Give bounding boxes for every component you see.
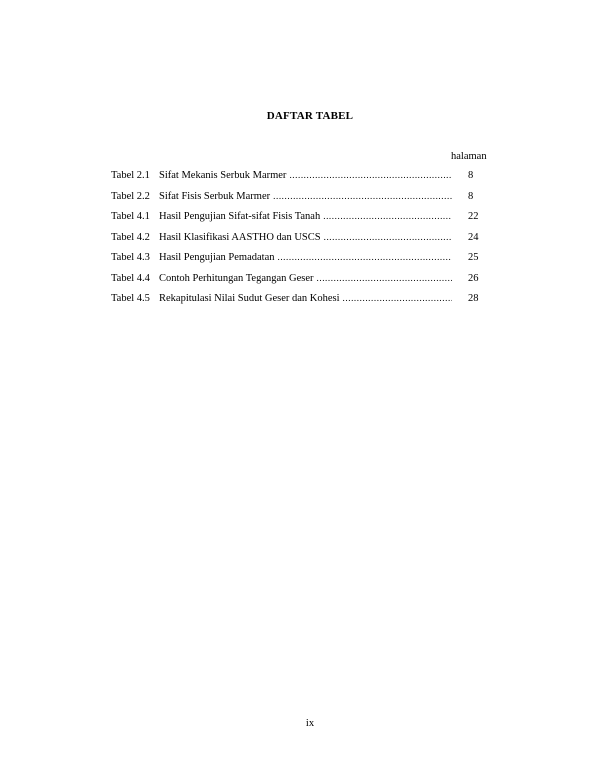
entry-page: 25 — [468, 252, 479, 263]
entry-title: Contoh Perhitungan Tegangan Geser — [159, 272, 314, 284]
entry-page: 8 — [468, 170, 474, 181]
entry-number: Tabel 4.4 — [111, 272, 150, 284]
page-column-label: halaman — [451, 151, 487, 162]
dot-leader — [323, 211, 452, 221]
list-item[interactable] — [111, 293, 486, 314]
list-item[interactable] — [111, 170, 486, 191]
entry-number: Tabel 4.5 — [111, 293, 150, 304]
dot-leader — [273, 191, 452, 201]
entry-number: Tabel 2.1 — [111, 170, 150, 181]
entry-number: Tabel 4.3 — [111, 252, 150, 263]
entry-title: Hasil Pengujian Pemadatan — [159, 252, 275, 263]
dot-leader — [324, 232, 452, 242]
entry-number: Tabel 4.2 — [111, 231, 150, 243]
list-item[interactable] — [111, 273, 486, 294]
list-item[interactable] — [111, 191, 486, 212]
dot-leader — [317, 273, 453, 283]
dot-leader — [277, 252, 452, 262]
entry-title: Sifat Fisis Serbuk Marmer — [159, 190, 271, 202]
page-title: DAFTAR TABEL — [266, 110, 354, 122]
page-number: ix — [305, 718, 315, 729]
entry-title: Sifat Mekanis Serbuk Marmer — [159, 170, 287, 181]
entry-page: 26 — [468, 272, 479, 284]
list-item[interactable] — [111, 252, 486, 273]
dot-leader — [289, 170, 452, 180]
dot-leader — [343, 293, 452, 303]
entry-title: Rekapitulasi Nilai Sudut Geser dan Kohesi — [159, 293, 340, 304]
list-item[interactable] — [111, 232, 486, 253]
entry-title: Hasil Klasifikasi AASTHO dan USCS — [159, 231, 321, 243]
entry-number: Tabel 2.2 — [111, 190, 150, 202]
entry-page: 22 — [468, 211, 479, 222]
entry-page: 24 — [468, 231, 479, 243]
entry-page: 28 — [468, 293, 479, 304]
entry-page: 8 — [468, 190, 474, 202]
entry-title: Hasil Pengujian Sifat-sifat Fisis Tanah — [159, 211, 321, 222]
table-of-tables — [111, 170, 486, 314]
list-item[interactable] — [111, 211, 486, 232]
entry-number: Tabel 4.1 — [111, 211, 150, 222]
